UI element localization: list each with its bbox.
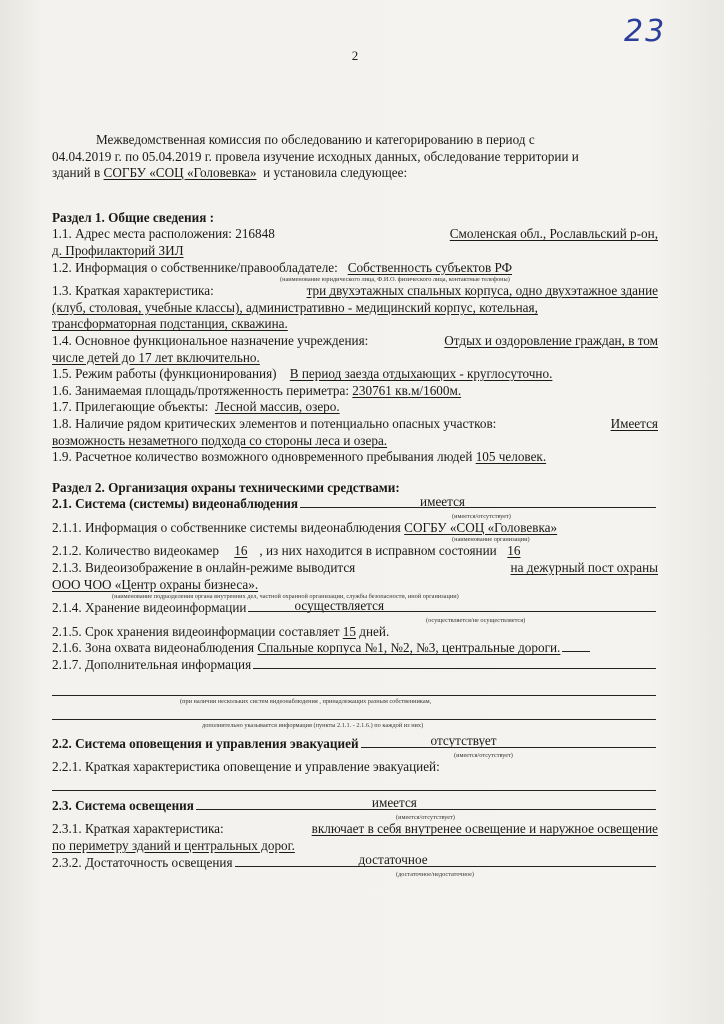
item-1-6: 1.6. Занимаемая площадь/протяженность периметра: 230761 кв.м/1600м. (52, 382, 462, 398)
item-2-1-1: 2.1.1. Информация о собственнике системы видеонаблюдения СОГБУ «СОЦ «Головевка» (52, 519, 558, 535)
item-1-8: 1.8. Наличие рядом критических элементов и потенциально опасных участков: Имеется (52, 415, 658, 431)
item-1-7: 1.7. Прилегающие объекты: Лесной массив, озеро. (52, 399, 340, 415)
section-1-title: Раздел 1. Общие сведения : (52, 209, 215, 225)
item-1-4-cont: числе детей до 17 лет включительно. (52, 349, 260, 365)
intro-line-1: Межведомственная комиссия по обследованию и категорированию в период с (96, 132, 535, 147)
item-2-3-2: 2.3.2. Достаточность освещения достаточное (52, 855, 658, 872)
item-1-3-cont: (клуб, столовая, учебные классы), административно - медицинский корпус, котельная, (52, 299, 538, 315)
item-1-3-cont2: трансформаторная подстанция, скважина. (52, 316, 288, 332)
item-1-1-cont: д. Профилакторий ЗИЛ (52, 242, 184, 258)
hint-extra: дополнительно указывается информация (пункты 2.1.1. - 2.1.6.) по каждой из них) (202, 721, 424, 729)
org-name: СОГБУ «СОЦ «Головевка» (103, 165, 257, 181)
hint-org: (наименование организации) (452, 536, 530, 544)
item-2-3-1-cont: по периметру зданий и центральных дорог. (52, 838, 295, 853)
item-1-4: 1.4. Основное функциональное назначение учреждения: Отдых и оздоровление граждан, в том (52, 332, 658, 348)
hint-exists-1: (имеется/отсутствует) (452, 512, 511, 520)
blank-line-1 (52, 681, 656, 696)
item-2-1-2: 2.1.2. Количество видеокамер 16 , из них находится в исправном состоянии 16 (52, 543, 521, 559)
hint-owner: (наименование юридического лица, Ф.И.О. физического лица, контактные телефоны) (280, 276, 510, 284)
item-1-2: 1.2. Информация о собственнике/правообладателе: Собственность субъектов РФ (52, 259, 512, 275)
item-1-9: 1.9. Расчетное количество возможного одновременного пребывания людей 105 человек. (52, 449, 547, 465)
item-2-3: 2.3. Система освещения имеется (52, 798, 658, 815)
document-body (52, 132, 658, 878)
hint-done: (осуществляется/не осуществляется) (426, 616, 526, 624)
hint-exists-3: (имеется/отсутствует) (396, 814, 455, 822)
item-2-1-3-cont: ООО ЧОО «Центр охраны бизнеса». (52, 576, 259, 592)
page-number: 2 (351, 48, 359, 63)
item-1-3: 1.3. Краткая характеристика: три двухэтажных спальных корпуса, одно двухэтажное здание (52, 283, 658, 299)
item-2-2: 2.2. Система оповещения и управления эвакуацией отсутствует (52, 736, 658, 753)
item-2-1-7: 2.1.7. Дополнительная информация (52, 657, 658, 674)
item-1-1: 1.1. Адрес места расположения: 216848 Смоленская обл., Рославльский р-он, (52, 226, 658, 242)
item-2-1: 2.1. Система (системы) видеонаблюдения имеется (52, 496, 658, 513)
hint-unit: (наименование подразделения органа внутренних дел, частной охранной организации, службы безопасности, иной организации) (112, 593, 459, 601)
item-1-5: 1.5. Режим работы (функционирования) В период заезда отдыхающих - круглосуточно. (52, 366, 553, 382)
item-2-3-1: 2.3.1. Краткая характеристика: включает в себя внутренее освещение и наружное освещение (52, 821, 658, 837)
hint-enough: (достаточное/недостаточное) (396, 871, 474, 879)
intro-line-3: зданий в СОГБУ «СОЦ «Головевка» и установила следующее: (52, 165, 408, 181)
item-2-1-4: 2.1.4. Хранение видеоинформации осуществляется (52, 600, 658, 617)
hint-exists-2: (имеется/отсутствует) (454, 752, 513, 760)
item-2-1-6: 2.1.6. Зона охвата видеонаблюдения Спальные корпуса №1, №2, №3, центральные дороги. (52, 640, 658, 657)
blank-line-3 (52, 776, 656, 791)
handwritten-page-number: 23 (624, 14, 667, 49)
item-2-1-3: 2.1.3. Видеоизображение в онлайн-режиме выводится на дежурный пост охраны (52, 560, 658, 576)
blank-line-2 (52, 705, 656, 720)
section-2-title: Раздел 2. Организация охраны техническими средствами: (52, 479, 400, 495)
item-1-8-cont: возможность незаметного подхода со стороны леса и озера. (52, 432, 388, 448)
item-2-2-1: 2.2.1. Краткая характеристика оповещение и управление эвакуацией: (52, 759, 440, 775)
intro-line-2: 04.04.2019 г. по 05.04.2019 г. провела изучение исходных данных, обследование территории и (52, 148, 579, 164)
hint-several: (при наличии нескольких систем видеонаблюдения , принадлежащих разным собственникам, (180, 697, 432, 705)
item-2-1-5: 2.1.5. Срок хранения видеоинформации составляет 15 дней. (52, 623, 390, 639)
